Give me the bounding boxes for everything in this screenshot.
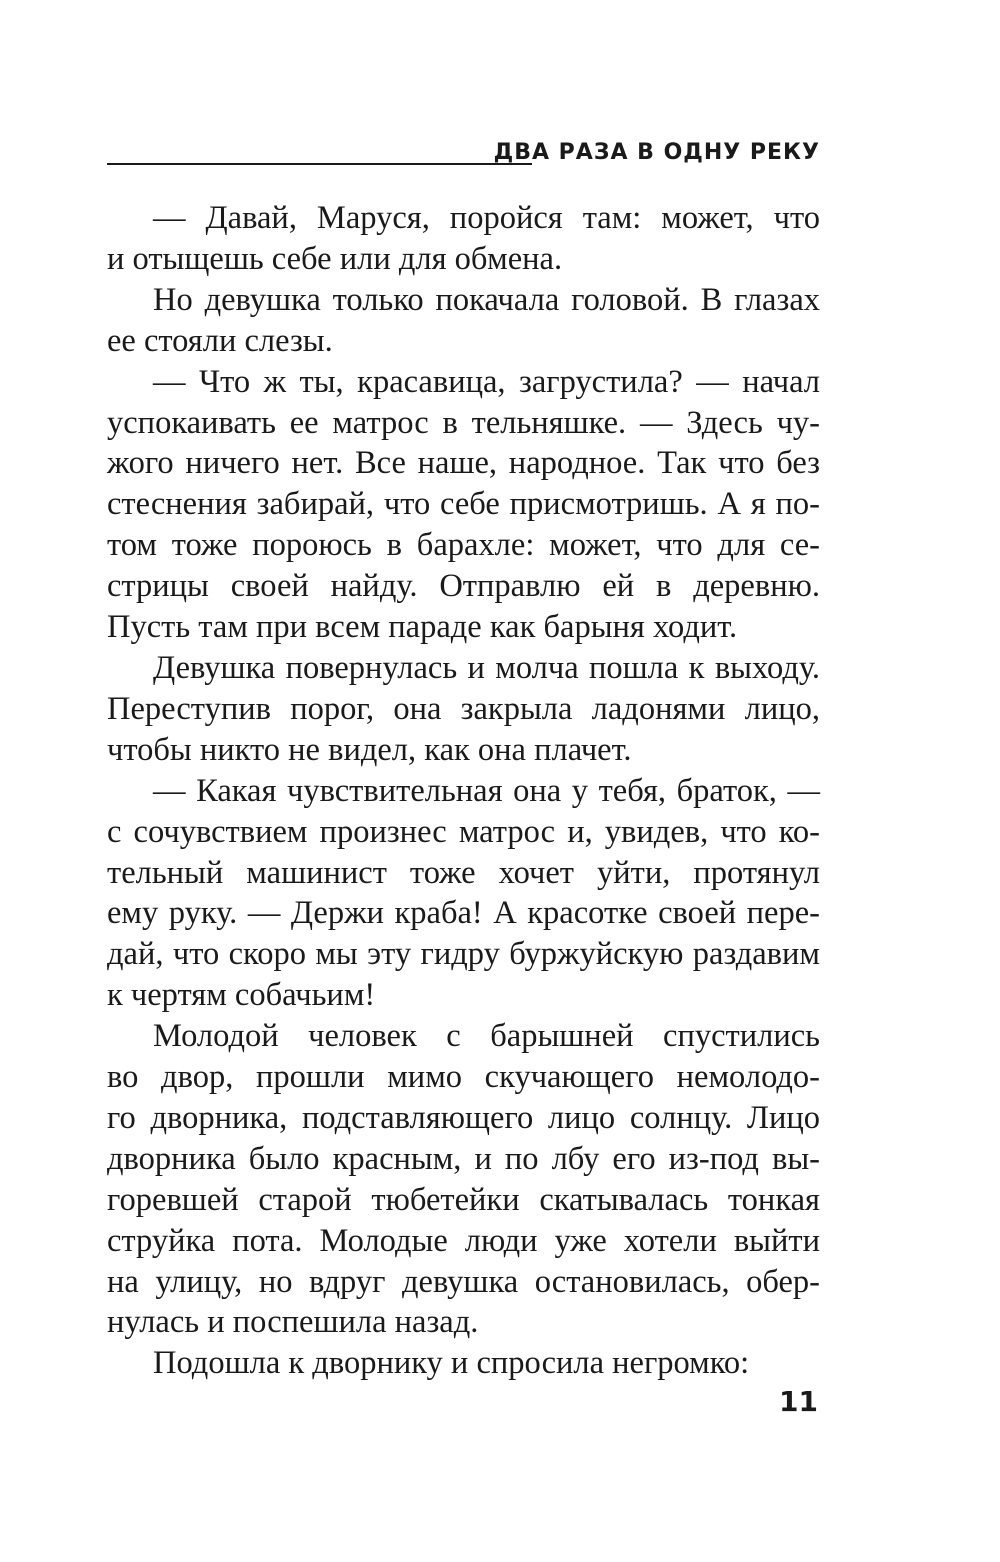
text-line: — Давай, Маруся, поройся там: может, что [153,200,820,236]
text-line: и отыщешь себе или для обмена. [107,240,563,277]
text-line: ее стояли слезы. [107,322,333,359]
text-line: с сочувствием произнес матрос и, увидев, что ко- [107,813,820,850]
text-line: чтобы никто не видел, как она плачет. [107,731,632,768]
text-line: стеснения забирай, что себе присмотришь. А я по- [107,486,820,523]
paragraph [107,1016,820,1343]
text-line: дай, что скоро мы эту гидру буржуйскую раздавим [107,936,820,973]
page-number: 11 [779,1385,818,1418]
text-line: Переступив порог, она закрыла ладонями лицо, [107,690,820,727]
text-line: струйка пота. Молодые люди уже хотели выйти [107,1222,820,1259]
text-line: успокаивать ее матрос в тельняшке. — Здесь чу- [107,404,820,441]
text-line: стрицы своей найду. Отправлю ей в деревню. [107,568,820,605]
body-text [107,198,820,1384]
text-line: Молодой человек с барышней спустились [153,1018,820,1055]
text-line: тельный машинист тоже хочет уйти, протянул [107,854,820,891]
text-line: Пусть там при всем параде как барыня ходит. [107,609,738,646]
text-line: Девушка повернулась и молча пошла к выходу. [153,649,820,686]
text-line: ему руку. — Держи краба! А красотке своей пере- [107,895,820,932]
text-line: — Что ж ты, красавица, загрустила? — начал [153,363,820,400]
text-line: жого ничего нет. Все наше, народное. Так что без [107,445,820,482]
text-line: дворника было красным, и по лбу его из-под вы- [107,1140,820,1177]
text-line: во двор, прошли мимо скучающего немолодо- [107,1059,820,1096]
text-line: к чертям собачьим! [107,977,376,1014]
paragraph [107,198,820,280]
paragraph [107,648,820,771]
text-line: Но девушка только покачала головой. В глазах [153,281,820,318]
paragraph [107,362,820,648]
text-line: Подошла к дворнику и спросила негромко: [153,1345,750,1382]
running-head: ДВА РАЗА В ОДНУ РЕКУ [493,140,820,165]
text-line: горевшей старой тюбетейки скатывалась тонкая [107,1181,820,1218]
text-line: го дворника, подставляющего лицо солнцу. Лицо [107,1099,820,1136]
paragraph [107,771,820,1016]
paragraph [107,280,820,362]
text-line: на улицу, но вдруг девушка остановилась, обер- [107,1263,820,1300]
paragraph [107,1343,820,1384]
text-line: нулась и поспешила назад. [107,1304,479,1341]
running-head-rule [107,163,532,165]
text-line: — Какая чувствительная она у тебя, браток, — [153,772,820,809]
text-line: том тоже пороюсь в барахле: может, что для се- [107,527,820,564]
